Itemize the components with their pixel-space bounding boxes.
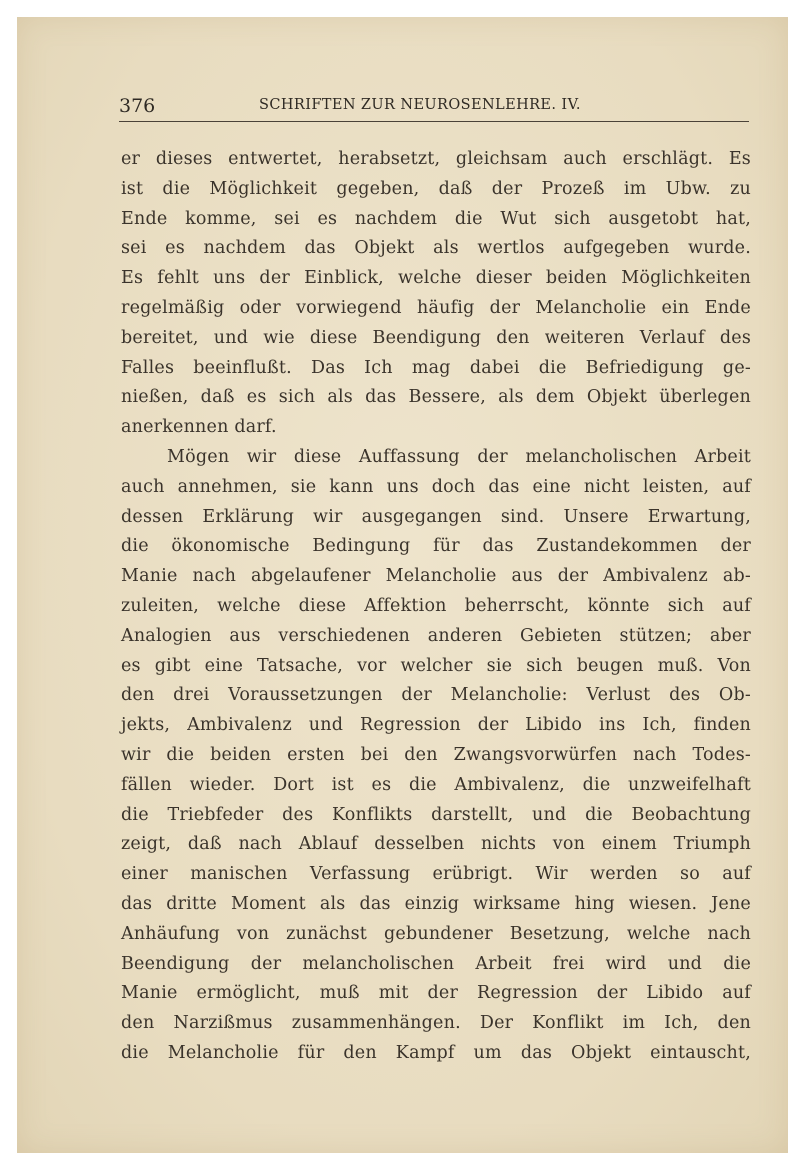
body-text [121,145,751,1069]
text-line: er dieses entwertet, herabsetzt, gleichsam auch erschlägt. Es [121,149,751,169]
text-line: es gibt eine Tatsache, vor welcher sie sich beugen muß. Von [121,655,751,676]
text-line: zuleiten, welche diese Affektion beherrscht, könnte sich auf [121,595,751,616]
page-number: 376 [119,95,156,117]
paragraph-2 [121,443,751,1069]
text-line: Manie nach abgelaufener Melancholie aus der Ambivalenz ab- [121,566,751,587]
text-line: Mögen wir diese Auffassung der melancholischen Arbeit [167,446,751,467]
text-line: die ökonomische Bedingung für das Zustandekommen der [121,536,751,557]
text-line: Ende komme, sei es nachdem die Wut sich ausgetobt hat, [121,208,751,229]
text-line: Manie ermöglicht, muß mit der Regression der Libido auf [121,983,751,1004]
text-line: Es fehlt uns der Einblick, welche dieser beiden Möglichkeiten [121,268,751,289]
text-line: einer manischen Verfassung erübrigt. Wir werden so auf [121,864,751,885]
text-line: regelmäßig oder vorwiegend häufig der Melancholie ein Ende [121,297,751,318]
text-line: jekts, Ambivalenz und Regression der Libido ins Ich, finden [121,715,751,736]
text-line: wir die beiden ersten bei den Zwangsvorwürfen nach Todes- [121,744,751,765]
running-header [119,93,749,119]
header-rule [119,121,749,122]
paragraph-1 [121,145,751,443]
text-line: Analogien aus verschiedenen anderen Gebieten stützen; aber [121,625,751,646]
text-line: sei es nachdem das Objekt als wertlos aufgegeben wurde. [121,238,751,259]
text-line: anerkennen darf. [121,417,277,438]
text-line: zeigt, daß nach Ablauf desselben nichts von einem Triumph [121,834,751,855]
text-line: Falles beeinflußt. Das Ich mag dabei die Befriedigung ge- [121,357,751,378]
text-line: bereitet, und wie diese Beendigung den weiteren Verlauf des [121,327,751,348]
text-line: fällen wieder. Dort ist es die Ambivalenz, die unzweifelhaft [121,774,751,795]
text-line: den Narzißmus zusammenhängen. Der Konflikt im Ich, den [121,1013,751,1034]
text-line: auch annehmen, sie kann uns doch das eine nicht leisten, auf [121,476,751,497]
running-title: SCHRIFTEN ZUR NEUROSENLEHRE. IV. [259,97,581,113]
text-line: die Melancholie für den Kampf um das Objekt eintauscht, [121,1042,751,1063]
text-line: die Triebfeder des Konflikts darstellt, und die Beobachtung [121,804,751,825]
text-line: ist die Möglichkeit gegeben, daß der Prozeß im Ubw. zu [121,178,751,199]
text-line: nießen, daß es sich als das Bessere, als dem Objekt überlegen [121,387,751,408]
text-line: Beendigung der melancholischen Arbeit frei wird und die [121,953,751,974]
text-line: Anhäufung von zunächst gebundener Besetzung, welche nach [121,923,751,944]
text-line: den drei Voraussetzungen der Melancholie: Verlust des Ob- [121,685,751,706]
text-line: dessen Erklärung wir ausgegangen sind. Unsere Erwartung, [121,506,751,527]
text-line: das dritte Moment als das einzig wirksame hing wiesen. Jene [121,893,751,914]
